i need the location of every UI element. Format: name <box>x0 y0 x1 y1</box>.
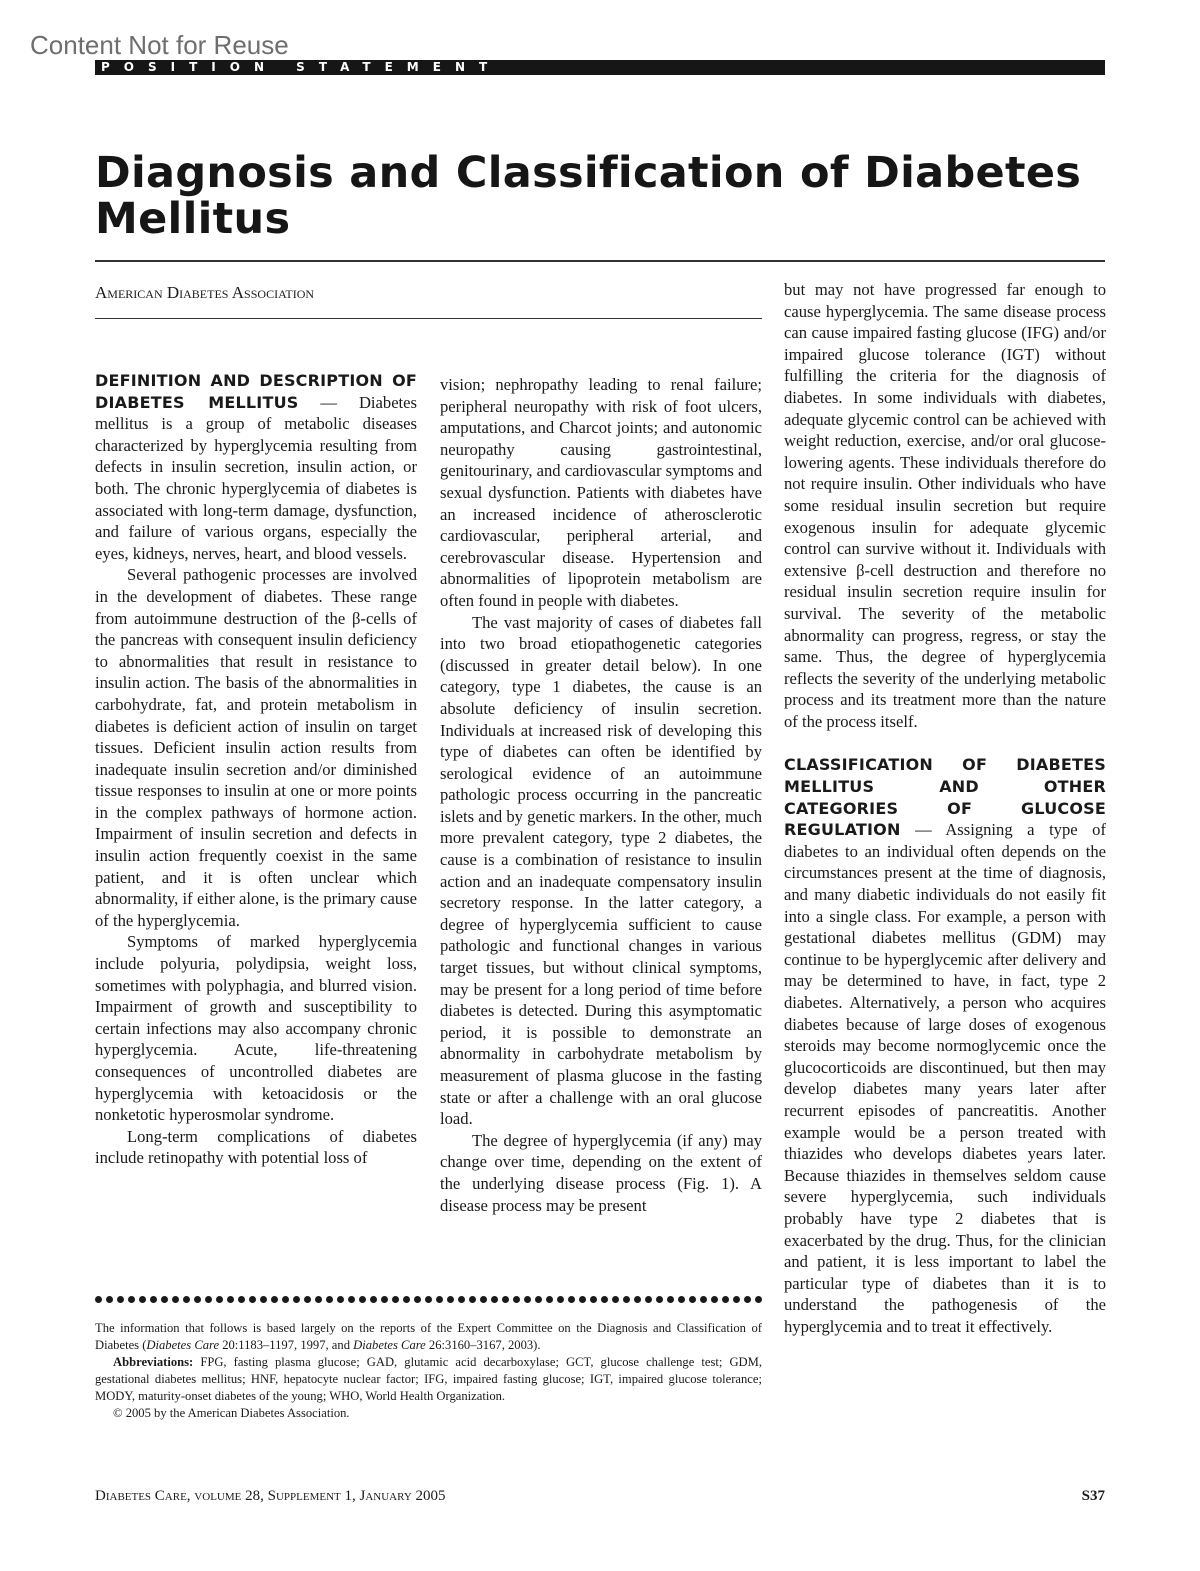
separator-dot <box>491 1296 498 1303</box>
separator-dot <box>678 1296 685 1303</box>
separator-dot <box>392 1296 399 1303</box>
separator-dot <box>183 1296 190 1303</box>
paragraph: but may not have progressed far enough to cause hyperglycemia. The same disease process can cause impaired fasting glucose (IFG) and/or impaired glucose tolerance (IGT) without fulfilling the criteria for the diagnosis of diabetes. In some individuals with diabetes, adequate glycemic control can be achieved with weight reduction, exercise, and/or oral glucose-lowering agents. These individuals therefore do not require insulin. Other individuals who have some residual insulin secretion but require exogenous insulin for adequate glycemic control can survive without it. Individuals with extensive β-cell destruction and therefore no residual insulin secretion require insulin for survival. The severity of the metabolic abnormality can progress, regress, or stay the same. Thus, the degree of hyperglycemia reflects the severity of the underlying metabolic process and its treatment more than the nature of the process itself. <box>784 280 1106 731</box>
separator-dot <box>337 1296 344 1303</box>
column-2 <box>440 374 762 1216</box>
separator-dot <box>370 1296 377 1303</box>
separator-dot <box>293 1296 300 1303</box>
paragraph-text: Assigning a type of diabetes to an individual often depends on the circumstances present at the time of diagnosis, and many diabetic individuals do not easily fit into a single class. For example, a person with gestational diabetes mellitus (GDM) may continue to be hyperglycemic after delivery and may be determined to have, in fact, type 2 diabetes. Alternatively, a person who acquires diabetes because of large doses of exogenous steroids may become normoglycemic once the glucocorticoids are discontinued, but then may develop diabetes many years later after recurrent episodes of pancreatitis. Another example would be a person treated with thiazides who develops diabetes years later. Because thiazides in themselves seldom cause severe hyperglycemia, such individuals probably have type 2 diabetes that is exacerbated by the drug. Thus, for the clinician and patient, it is less important to label the particular type of diabetes than it is to understand the pathogenesis of the hyperglycemia and to treat it effectively. <box>784 820 1106 1336</box>
separator-dot <box>623 1296 630 1303</box>
paragraph: Long-term complications of diabetes include retinopathy with potential loss of <box>95 1126 417 1168</box>
separator-dot <box>381 1296 388 1303</box>
footnote-info <box>95 1320 762 1354</box>
dotted-separator <box>95 1296 762 1308</box>
separator-dot <box>194 1296 201 1303</box>
separator-dot <box>95 1296 102 1303</box>
paragraph: Several pathogenic processes are involved in the development of diabetes. These range from autoimmune destruction of the β-cells of the pancreas with consequent insulin deficiency to abnormalities that result in resistance to insulin action. The basis of the abnormalities in carbohydrate, fat, and protein metabolism in diabetes is deficient action of insulin on target tissues. Deficient insulin action results from inadequate insulin secretion and/or diminished tissue responses to insulin at one or more points in the complex pathways of hormone action. Impairment of insulin secretion and defects in insulin action frequently coexist in the same patient, and it is often unclear which abnormality, if either alone, is the primary cause of the hyperglycemia. <box>95 565 417 930</box>
copyright: © 2005 by the American Diabetes Association. <box>113 1406 350 1420</box>
separator-dot <box>601 1296 608 1303</box>
note-text: 26:3160–3167, 2003). <box>425 1338 541 1352</box>
watermark: Content Not for Reuse <box>30 30 289 60</box>
column-1 <box>95 370 417 1169</box>
separator-dot <box>535 1296 542 1303</box>
note-text: The information that follows is based largely on the reports of the Expert Committee on the Diagnosis and Classification of Diabetes ( <box>95 1321 762 1352</box>
paragraph: The degree of hyperglycemia (if any) may change over time, depending on the extent of the underlying disease process (Fig. 1). A disease process may be present <box>440 1130 762 1215</box>
separator-dot <box>711 1296 718 1303</box>
separator-dot <box>722 1296 729 1303</box>
column-3 <box>784 279 1106 1338</box>
separator-dot <box>667 1296 674 1303</box>
separator-dot <box>139 1296 146 1303</box>
separator-dot <box>458 1296 465 1303</box>
separator-dot <box>227 1296 234 1303</box>
separator-dot <box>150 1296 157 1303</box>
paragraph-text: Diabetes mellitus is a group of metabolic diseases characterized by hyperglycemia resulting from defects in insulin secretion, insulin action, or both. The chronic hyperglycemia of diabetes is associated with long-term damage, dysfunction, and failure of various organs, especially the eyes, kidneys, nerves, heart, and blood vessels. <box>95 392 417 563</box>
separator-dot <box>304 1296 311 1303</box>
article-title: Diagnosis and Classification of Diabetes Mellitus <box>95 148 1082 244</box>
separator-dot <box>161 1296 168 1303</box>
separator-dot <box>612 1296 619 1303</box>
separator-dot <box>326 1296 333 1303</box>
paragraph: vision; nephropathy leading to renal failure; peripheral neuropathy with risk of foot ulcers, amputations, and Charcot joints; and autonomic neuropathy causing gastrointestinal, genitourinary, and cardiovascular symptoms and sexual dysfunction. Patients with diabetes have an increased incidence of atherosclerotic cardiovascular, peripheral arterial, and cerebrovascular disease. Hypertension and abnormalities of lipoprotein metabolism are often found in people with diabetes. <box>440 375 762 610</box>
journal-name: Diabetes Care <box>146 1338 220 1352</box>
separator-dot <box>260 1296 267 1303</box>
separator-dot <box>282 1296 289 1303</box>
separator-dot <box>546 1296 553 1303</box>
separator-dot <box>755 1296 762 1303</box>
separator-dot <box>513 1296 520 1303</box>
separator-dot <box>656 1296 663 1303</box>
abbreviations-label: Abbreviations: <box>113 1355 194 1369</box>
footer-journal: Diabetes Care, volume 28, Supplement 1, January 2005 <box>95 1488 446 1504</box>
separator-dot <box>425 1296 432 1303</box>
paragraph: DEFINITION AND DESCRIPTION OF DIABETES MELLITUS — Diabetes mellitus is a group of metabolic diseases characterized by hyperglycemia resulting from defects in insulin secretion, insulin action, or both. The chronic hyperglycemia of diabetes is associated with long-term damage, dysfunction, and failure of various organs, especially the eyes, kidneys, nerves, heart, and blood vessels. <box>95 371 417 563</box>
separator-dot <box>238 1296 245 1303</box>
separator-dot <box>590 1296 597 1303</box>
footnote-abbreviations <box>95 1354 762 1405</box>
footnotes <box>95 1320 762 1422</box>
section-banner: POSITION STATEMENT <box>95 60 1105 75</box>
separator-dot <box>645 1296 652 1303</box>
separator-dot <box>271 1296 278 1303</box>
separator-dot <box>106 1296 113 1303</box>
separator-dot <box>216 1296 223 1303</box>
separator-dot <box>733 1296 740 1303</box>
separator-dot <box>249 1296 256 1303</box>
separator-dot <box>502 1296 509 1303</box>
separator-dot <box>117 1296 124 1303</box>
separator-dot <box>524 1296 531 1303</box>
author-rule <box>95 318 762 319</box>
separator-dot <box>436 1296 443 1303</box>
separator-dot <box>700 1296 707 1303</box>
section-heading-classification: CLASSIFICATION OF DIABETES MELLITUS AND OTHER CATEGORIES OF GLUCOSE REGULATION <box>784 755 1106 840</box>
separator-dot <box>172 1296 179 1303</box>
paragraph: The vast majority of cases of diabetes fall into two broad etiopathogenetic categories (discussed in greater detail below). In one category, type 1 diabetes, the cause is an absolute deficiency of insulin secretion. Individuals at increased risk of developing this type of diabetes can often be identified by serological evidence of an autoimmune pathologic process occurring in the pancreatic islets and by genetic markers. In the other, much more prevalent category, type 2 diabetes, the cause is a combination of resistance to insulin action and an inadequate compensatory insulin secretory response. In the latter category, a degree of hyperglycemia sufficient to cause pathologic and functional changes in various target tissues, but without clinical symptoms, may be present for a long period of time before diabetes is detected. During this asymptomatic period, it is possible to demonstrate an abnormality in carbohydrate metabolism by measurement of plasma glucose in the fasting state or after a challenge with an oral glucose load. <box>440 612 762 1129</box>
separator-dot <box>634 1296 641 1303</box>
separator-dot <box>348 1296 355 1303</box>
page-number: S37 <box>1081 1488 1105 1504</box>
separator-dot <box>557 1296 564 1303</box>
separator-dot <box>205 1296 212 1303</box>
journal-name: Diabetes Care <box>353 1338 426 1352</box>
separator-dot <box>579 1296 586 1303</box>
paragraph: Symptoms of marked hyperglycemia include polyuria, polydipsia, weight loss, sometimes with polyphagia, and blurred vision. Impairment of growth and susceptibility to certain infections may also accompany chronic hyperglycemia. Acute, life-threatening consequences of uncontrolled diabetes are hyperglycemia with ketoacidosis or the nonketotic hyperosmolar syndrome. <box>95 932 417 1125</box>
separator-dot <box>315 1296 322 1303</box>
separator-dot <box>568 1296 575 1303</box>
section-heading-definition: DEFINITION AND DESCRIPTION OF DIABETES MELLITUS <box>95 371 417 412</box>
separator-dot <box>689 1296 696 1303</box>
separator-dot <box>359 1296 366 1303</box>
author-line: American Diabetes Association <box>95 283 315 302</box>
page-footer <box>95 1488 1105 1505</box>
separator-dot <box>414 1296 421 1303</box>
note-text: FPG, fasting plasma glucose; GAD, glutamic acid decarboxylase; GCT, glucose challenge test; GDM, gestational diabetes mellitus; HNF, hepatocyte nuclear factor; IFG, impaired fasting glucose; IGT, impaired glucose tolerance; MODY, maturity-onset diabetes of the young; WHO, World Health Organization. <box>95 1355 762 1403</box>
separator-dot <box>403 1296 410 1303</box>
separator-dot <box>744 1296 751 1303</box>
paragraph: CLASSIFICATION OF DIABETES MELLITUS AND OTHER CATEGORIES OF GLUCOSE REGULATION — Assigning a type of diabetes to an individual often depends on the circumstances present at the time of diagnosis, and many diabetic individuals do not easily fit into a single class. For example, a person with gestational diabetes mellitus (GDM) may continue to be hyperglycemic after delivery and may be determined to have, in fact, type 2 diabetes. Alternatively, a person who acquires diabetes because of large doses of exogenous steroids may become normoglycemic once the glucocorticoids are discontinued, but then may develop diabetes many years later after recurrent episodes of pancreatitis. Another example would be a person treated with thiazides who develops diabetes years later. Because thiazides in themselves seldom cause severe hyperglycemia, such individuals probably have type 2 diabetes that is exacerbated by the drug. Thus, for the clinician and patient, it is less important to label the particular type of diabetes than it is to understand the pathogenesis of the hyperglycemia and to treat it effectively. <box>784 755 1106 1336</box>
separator-dot <box>469 1296 476 1303</box>
separator-dot <box>128 1296 135 1303</box>
separator-dot <box>447 1296 454 1303</box>
separator-dot <box>480 1296 487 1303</box>
note-text: 20:1183–1197, 1997, and <box>219 1338 354 1352</box>
title-rule <box>95 260 1105 262</box>
